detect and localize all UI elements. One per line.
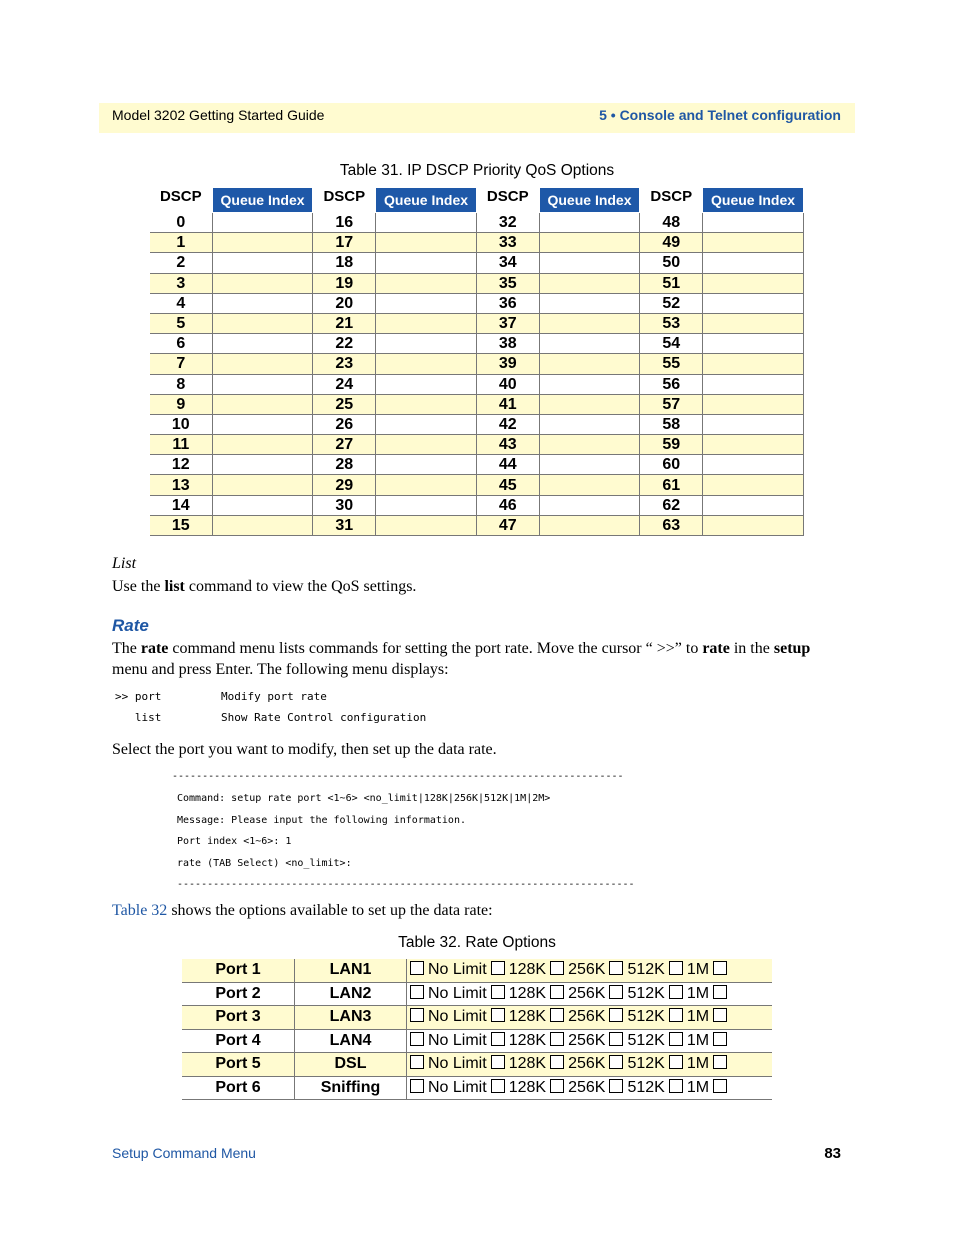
dscp-value: 51 xyxy=(640,273,703,293)
rate-option-label: 1M xyxy=(686,1078,710,1096)
queue-index-cell[interactable] xyxy=(212,313,313,333)
rate-checkbox[interactable] xyxy=(669,1079,683,1093)
rate-option-label: 256K xyxy=(568,1055,606,1073)
text: menu and press Enter. The following menu displays: xyxy=(112,661,449,678)
dscp-value: 37 xyxy=(476,313,539,333)
queue-index-cell[interactable] xyxy=(212,394,313,414)
queue-index-cell[interactable] xyxy=(212,354,313,374)
rate-checkbox[interactable] xyxy=(609,1008,623,1022)
rate-options xyxy=(407,1076,773,1100)
rate-options xyxy=(407,959,773,982)
queue-index-cell[interactable] xyxy=(539,273,640,293)
interface-label: LAN2 xyxy=(295,982,407,1006)
queue-index-cell[interactable] xyxy=(703,213,804,233)
queue-index-cell[interactable] xyxy=(703,475,804,495)
dscp-value: 32 xyxy=(476,213,539,233)
dscp-value: 58 xyxy=(640,414,703,434)
console-line: Port index <1~6>: 1 xyxy=(177,836,292,847)
dscp-value: 55 xyxy=(640,354,703,374)
queue-index-cell[interactable] xyxy=(539,293,640,313)
rate-option-label: No Limit xyxy=(428,961,487,979)
queue-index-cell[interactable] xyxy=(703,233,804,253)
col-queue-index: Queue Index xyxy=(703,188,804,213)
queue-index-cell[interactable] xyxy=(376,515,477,535)
console-line: Message: Please input the following information. xyxy=(177,815,466,826)
dscp-value: 52 xyxy=(640,293,703,313)
interface-label: DSL xyxy=(295,1053,407,1077)
queue-index-cell[interactable] xyxy=(703,414,804,434)
text: in the xyxy=(729,640,774,657)
dscp-value: 57 xyxy=(640,394,703,414)
table-row xyxy=(150,334,804,354)
rate-option-label: 128K xyxy=(508,1008,547,1026)
queue-index-cell[interactable] xyxy=(212,253,313,273)
table-row xyxy=(150,455,804,475)
page-number: 83 xyxy=(824,1145,841,1162)
dscp-value: 33 xyxy=(476,233,539,253)
port-label: Port 3 xyxy=(182,1006,295,1030)
rate-checkbox[interactable] xyxy=(669,961,683,975)
command-name: setup xyxy=(773,640,811,657)
dscp-value: 9 xyxy=(150,394,212,414)
dscp-value: 26 xyxy=(313,414,376,434)
dscp-value: 15 xyxy=(150,515,212,535)
queue-index-cell[interactable] xyxy=(539,374,640,394)
col-dscp: DSCP xyxy=(150,188,212,213)
dscp-value: 21 xyxy=(313,313,376,333)
dscp-value: 30 xyxy=(313,495,376,515)
text: Use the xyxy=(112,578,165,595)
rate-checkbox[interactable] xyxy=(669,1055,683,1069)
interface-label: Sniffing xyxy=(295,1076,407,1100)
queue-index-cell[interactable] xyxy=(376,475,477,495)
dscp-value: 5 xyxy=(150,313,212,333)
dscp-value: 10 xyxy=(150,414,212,434)
table-row xyxy=(150,213,804,233)
queue-index-cell[interactable] xyxy=(376,414,477,434)
table-row xyxy=(182,1006,772,1030)
queue-index-cell[interactable] xyxy=(539,334,640,354)
rate-checkbox[interactable] xyxy=(609,961,623,975)
dscp-value: 62 xyxy=(640,495,703,515)
rate-checkbox[interactable] xyxy=(410,961,424,975)
port-label: Port 1 xyxy=(182,959,295,982)
rate-checkbox[interactable] xyxy=(550,961,564,975)
queue-index-cell[interactable] xyxy=(703,455,804,475)
port-label: Port 6 xyxy=(182,1076,295,1100)
rate-checkbox[interactable] xyxy=(410,1079,424,1093)
dscp-value: 16 xyxy=(313,213,376,233)
list-paragraph xyxy=(112,576,842,597)
rate-table xyxy=(182,959,772,1100)
rate-option-label: 512K xyxy=(627,1055,665,1073)
rate-checkbox[interactable] xyxy=(713,985,727,999)
dscp-value: 59 xyxy=(640,435,703,455)
table31-caption: Table 31. IP DSCP Priority QoS Options xyxy=(339,162,615,179)
rate-checkbox[interactable] xyxy=(410,1008,424,1022)
dscp-value: 23 xyxy=(313,354,376,374)
dscp-value: 43 xyxy=(476,435,539,455)
dscp-value: 2 xyxy=(150,253,212,273)
dscp-value: 14 xyxy=(150,495,212,515)
doc-title: Model 3202 Getting Started Guide xyxy=(112,107,325,123)
queue-index-cell[interactable] xyxy=(539,414,640,434)
queue-index-cell[interactable] xyxy=(376,213,477,233)
queue-index-cell[interactable] xyxy=(539,455,640,475)
queue-index-cell[interactable] xyxy=(376,495,477,515)
queue-index-cell[interactable] xyxy=(212,233,313,253)
table-row xyxy=(150,273,804,293)
table-row xyxy=(182,1053,772,1077)
rate-option-label: 1M xyxy=(686,984,710,1002)
col-dscp: DSCP xyxy=(640,188,703,213)
rate-options xyxy=(407,982,773,1006)
queue-index-cell[interactable] xyxy=(703,334,804,354)
console-line: Command: setup rate port <1~6> <no_limit|128K|256K|512K|1M|2M> xyxy=(177,793,551,804)
col-dscp: DSCP xyxy=(313,188,376,213)
dscp-value: 20 xyxy=(313,293,376,313)
queue-index-cell[interactable] xyxy=(539,515,640,535)
dscp-value: 54 xyxy=(640,334,703,354)
rate-checkbox[interactable] xyxy=(550,1055,564,1069)
dscp-value: 27 xyxy=(313,435,376,455)
rate-option-label: 512K xyxy=(627,984,665,1002)
interface-label: LAN4 xyxy=(295,1029,407,1053)
queue-index-cell[interactable] xyxy=(376,253,477,273)
queue-index-cell[interactable] xyxy=(376,374,477,394)
rate-checkbox[interactable] xyxy=(550,1032,564,1046)
table-row xyxy=(150,354,804,374)
rate-option-label: 512K xyxy=(627,961,665,979)
table-row xyxy=(182,1076,772,1100)
queue-index-cell[interactable] xyxy=(539,475,640,495)
rate-option-label: 1M xyxy=(686,1008,710,1026)
rate-checkbox[interactable] xyxy=(550,985,564,999)
dscp-value: 7 xyxy=(150,354,212,374)
table-row xyxy=(150,475,804,495)
rate-option-label: No Limit xyxy=(428,1008,487,1026)
queue-index-cell[interactable] xyxy=(703,313,804,333)
queue-index-cell[interactable] xyxy=(212,475,313,495)
rate-checkbox[interactable] xyxy=(713,1055,727,1069)
queue-index-cell[interactable] xyxy=(703,435,804,455)
rate-option-label: 128K xyxy=(508,961,547,979)
col-queue-index: Queue Index xyxy=(539,188,640,213)
queue-index-cell[interactable] xyxy=(212,495,313,515)
footer-section: Setup Command Menu xyxy=(112,1145,256,1161)
table-row xyxy=(182,982,772,1006)
dscp-value: 22 xyxy=(313,334,376,354)
dscp-value: 40 xyxy=(476,374,539,394)
dscp-value: 45 xyxy=(476,475,539,495)
rate-option-label: No Limit xyxy=(428,1055,487,1073)
queue-index-cell[interactable] xyxy=(376,455,477,475)
rate-checkbox[interactable] xyxy=(410,985,424,999)
dscp-value: 1 xyxy=(150,233,212,253)
dscp-value: 38 xyxy=(476,334,539,354)
menu-line-port: >> port Modify port rate xyxy=(115,690,327,703)
queue-index-cell[interactable] xyxy=(539,213,640,233)
dscp-value: 36 xyxy=(476,293,539,313)
dscp-value: 4 xyxy=(150,293,212,313)
console-separator: --------------------------------------------------------------------------- xyxy=(172,771,624,782)
queue-index-cell[interactable] xyxy=(376,293,477,313)
rate-option-label: 256K xyxy=(568,1031,606,1049)
queue-index-cell[interactable] xyxy=(539,233,640,253)
rate-option-label: 128K xyxy=(508,1055,547,1073)
col-queue-index: Queue Index xyxy=(212,188,313,213)
dscp-table-header xyxy=(150,188,804,213)
rate-heading: Rate xyxy=(112,616,149,635)
dscp-value: 13 xyxy=(150,475,212,495)
dscp-value: 39 xyxy=(476,354,539,374)
queue-index-cell[interactable] xyxy=(703,293,804,313)
queue-index-cell[interactable] xyxy=(212,213,313,233)
queue-index-cell[interactable] xyxy=(539,313,640,333)
rate-checkbox[interactable] xyxy=(491,985,505,999)
dscp-value: 48 xyxy=(640,213,703,233)
console-separator: ---------------------------------------------------------------------------- xyxy=(177,879,635,890)
rate-checkbox[interactable] xyxy=(713,961,727,975)
rate-checkbox[interactable] xyxy=(669,1032,683,1046)
rate-option-label: 128K xyxy=(508,1078,547,1096)
rate-checkbox[interactable] xyxy=(550,1079,564,1093)
rate-checkbox[interactable] xyxy=(491,1032,505,1046)
queue-index-cell[interactable] xyxy=(703,374,804,394)
text: shows the options available to set up the data rate: xyxy=(167,902,493,919)
dscp-value: 24 xyxy=(313,374,376,394)
queue-index-cell[interactable] xyxy=(212,273,313,293)
rate-option-label: 128K xyxy=(508,984,547,1002)
rate-checkbox[interactable] xyxy=(609,1055,623,1069)
dscp-value: 56 xyxy=(640,374,703,394)
rate-option-label: 1M xyxy=(686,1055,710,1073)
col-dscp: DSCP xyxy=(476,188,539,213)
rate-checkbox[interactable] xyxy=(491,1055,505,1069)
chapter-title: 5 • Console and Telnet configuration xyxy=(599,107,841,123)
rate-option-label: No Limit xyxy=(428,1031,487,1049)
queue-index-cell[interactable] xyxy=(212,293,313,313)
rate-paragraph xyxy=(112,638,842,680)
command-name: rate xyxy=(140,640,169,657)
rate-checkbox[interactable] xyxy=(491,961,505,975)
port-label: Port 2 xyxy=(182,982,295,1006)
dscp-value: 19 xyxy=(313,273,376,293)
table-row xyxy=(182,959,772,982)
table32-link[interactable]: Table 32 xyxy=(112,902,168,919)
rate-options xyxy=(407,1053,773,1077)
rate-checkbox[interactable] xyxy=(609,1032,623,1046)
dscp-value: 50 xyxy=(640,253,703,273)
dscp-value: 35 xyxy=(476,273,539,293)
dscp-value: 12 xyxy=(150,455,212,475)
text: The xyxy=(112,640,141,657)
dscp-value: 47 xyxy=(476,515,539,535)
rate-option-label: No Limit xyxy=(428,984,487,1002)
rate-options xyxy=(407,1029,773,1053)
interface-label: LAN3 xyxy=(295,1006,407,1030)
dscp-value: 34 xyxy=(476,253,539,273)
table32-caption: Table 32. Rate Options xyxy=(398,934,556,951)
queue-index-cell[interactable] xyxy=(703,394,804,414)
table-row xyxy=(150,495,804,515)
dscp-value: 53 xyxy=(640,313,703,333)
port-label: Port 4 xyxy=(182,1029,295,1053)
queue-index-cell[interactable] xyxy=(539,394,640,414)
table-row xyxy=(150,435,804,455)
queue-index-cell[interactable] xyxy=(376,313,477,333)
rate-options xyxy=(407,1006,773,1030)
text: command to view the QoS settings. xyxy=(184,578,417,595)
table-row xyxy=(150,253,804,273)
rate-checkbox[interactable] xyxy=(491,1079,505,1093)
queue-index-cell[interactable] xyxy=(212,334,313,354)
dscp-value: 41 xyxy=(476,394,539,414)
port-label: Port 5 xyxy=(182,1053,295,1077)
queue-index-cell[interactable] xyxy=(539,253,640,273)
table-row xyxy=(150,374,804,394)
table-row xyxy=(150,233,804,253)
table-row xyxy=(182,1029,772,1053)
queue-index-cell[interactable] xyxy=(212,515,313,535)
dscp-value: 63 xyxy=(640,515,703,535)
rate-checkbox[interactable] xyxy=(609,985,623,999)
rate-option-label: 512K xyxy=(627,1008,665,1026)
select-port-paragraph: Select the port you want to modify, then set up the data rate. xyxy=(112,741,497,758)
rate-checkbox[interactable] xyxy=(713,1008,727,1022)
queue-index-cell[interactable] xyxy=(376,354,477,374)
dscp-value: 0 xyxy=(150,213,212,233)
queue-index-cell[interactable] xyxy=(376,273,477,293)
dscp-table xyxy=(150,187,804,536)
dscp-value: 8 xyxy=(150,374,212,394)
rate-option-label: 1M xyxy=(686,961,710,979)
dscp-value: 17 xyxy=(313,233,376,253)
queue-index-cell[interactable] xyxy=(703,354,804,374)
rate-option-label: 128K xyxy=(508,1031,547,1049)
rate-option-label: 1M xyxy=(686,1031,710,1049)
text: command menu lists commands for setting the port rate. Move the cursor “ >>” to xyxy=(168,640,703,657)
rate-option-label: 256K xyxy=(568,1008,606,1026)
queue-index-cell[interactable] xyxy=(539,354,640,374)
rate-checkbox[interactable] xyxy=(713,1032,727,1046)
rate-checkbox[interactable] xyxy=(550,1008,564,1022)
rate-option-label: 256K xyxy=(568,984,606,1002)
rate-checkbox[interactable] xyxy=(410,1055,424,1069)
rate-checkbox[interactable] xyxy=(491,1008,505,1022)
table-row xyxy=(150,515,804,535)
queue-index-cell[interactable] xyxy=(376,233,477,253)
rate-checkbox[interactable] xyxy=(609,1079,623,1093)
dscp-value: 18 xyxy=(313,253,376,273)
menu-line-list: list Show Rate Control configuration xyxy=(115,711,427,724)
command-name: rate xyxy=(702,640,730,657)
queue-index-cell[interactable] xyxy=(376,334,477,354)
list-heading: List xyxy=(112,555,137,572)
dscp-value: 3 xyxy=(150,273,212,293)
dscp-value: 60 xyxy=(640,455,703,475)
dscp-value: 31 xyxy=(313,515,376,535)
table-row xyxy=(150,394,804,414)
queue-index-cell[interactable] xyxy=(539,435,640,455)
queue-index-cell[interactable] xyxy=(539,495,640,515)
table-row xyxy=(150,313,804,333)
dscp-value: 42 xyxy=(476,414,539,434)
queue-index-cell[interactable] xyxy=(703,515,804,535)
rate-checkbox[interactable] xyxy=(410,1032,424,1046)
dscp-value: 28 xyxy=(313,455,376,475)
dscp-value: 11 xyxy=(150,435,212,455)
queue-index-cell[interactable] xyxy=(703,253,804,273)
rate-checkbox[interactable] xyxy=(713,1079,727,1093)
dscp-value: 49 xyxy=(640,233,703,253)
command-name: list xyxy=(164,578,185,595)
table-row xyxy=(150,414,804,434)
rate-option-label: No Limit xyxy=(428,1078,487,1096)
queue-index-cell[interactable] xyxy=(703,273,804,293)
rate-option-label: 256K xyxy=(568,1078,606,1096)
table-row xyxy=(150,293,804,313)
queue-index-cell[interactable] xyxy=(212,455,313,475)
queue-index-cell[interactable] xyxy=(376,435,477,455)
rate-checkbox[interactable] xyxy=(669,1008,683,1022)
rate-checkbox[interactable] xyxy=(669,985,683,999)
queue-index-cell[interactable] xyxy=(212,435,313,455)
rate-option-label: 256K xyxy=(568,961,606,979)
rate-option-label: 512K xyxy=(627,1031,665,1049)
table32-reference-paragraph xyxy=(112,900,842,921)
console-line: rate (TAB Select) <no_limit>: xyxy=(177,858,352,869)
dscp-value: 61 xyxy=(640,475,703,495)
rate-option-label: 512K xyxy=(627,1078,665,1096)
dscp-value: 29 xyxy=(313,475,376,495)
dscp-value: 46 xyxy=(476,495,539,515)
dscp-value: 6 xyxy=(150,334,212,354)
dscp-value: 25 xyxy=(313,394,376,414)
queue-index-cell[interactable] xyxy=(703,495,804,515)
interface-label: LAN1 xyxy=(295,959,407,982)
col-queue-index: Queue Index xyxy=(376,188,477,213)
queue-index-cell[interactable] xyxy=(212,414,313,434)
queue-index-cell[interactable] xyxy=(212,374,313,394)
queue-index-cell[interactable] xyxy=(376,394,477,414)
dscp-value: 44 xyxy=(476,455,539,475)
